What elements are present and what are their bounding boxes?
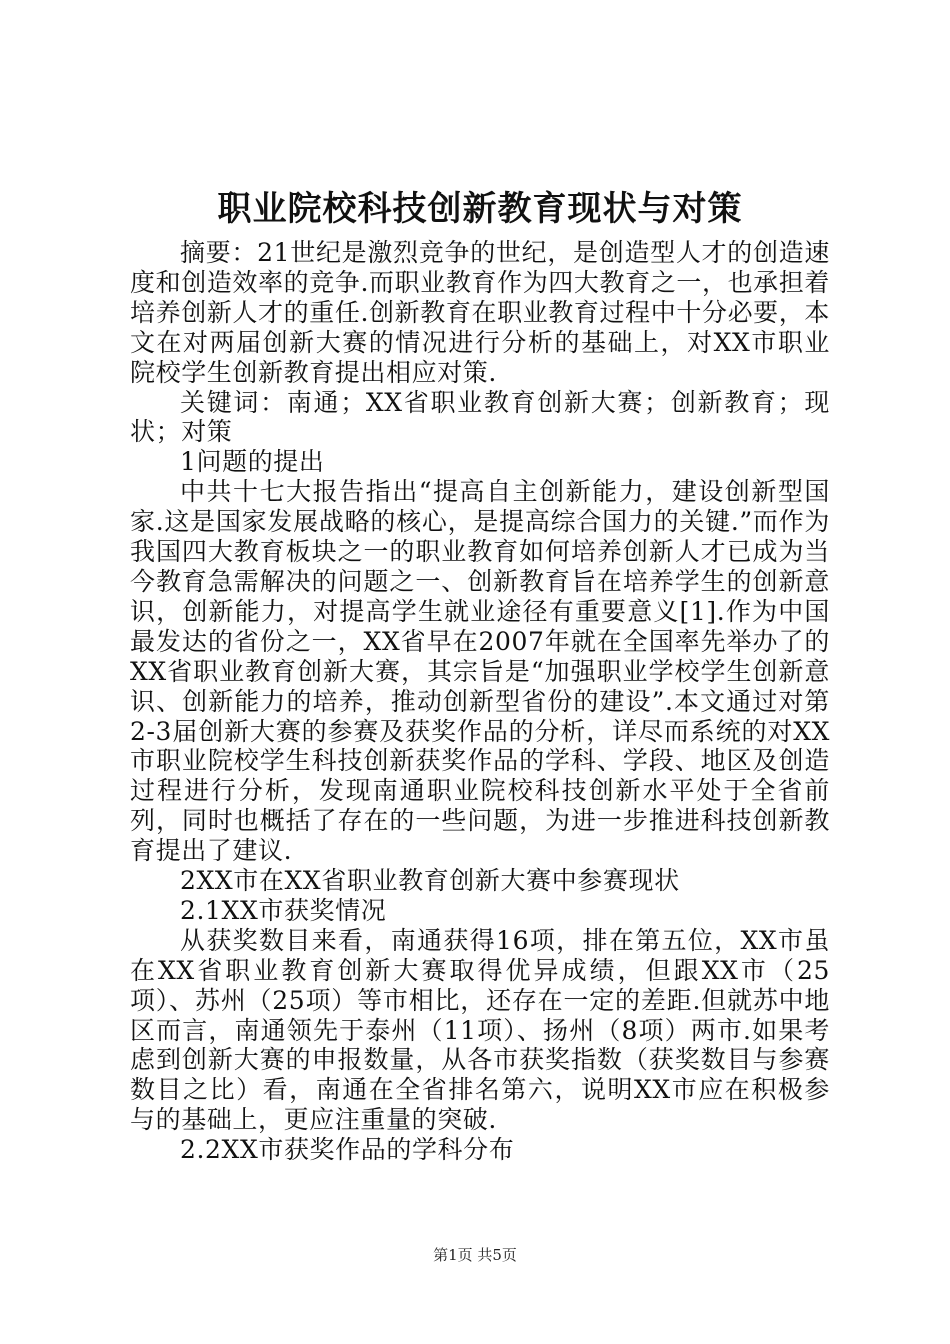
section-2-2-heading: 2.2XX市获奖作品的学科分布 [180, 1135, 515, 1165]
abstract-paragraph: 摘要：21世纪是激烈竞争的世纪，是创造型人才的创造速度和创造效率的竞争.而职业教育作为四大教育之一，也承担着培养创新人才的重任.创新教育在职业教育过程中十分必要，本文在对两届创新大赛的情况进行分析的基础上，对XX市职业院校学生创新教育提出相应对策. [130, 238, 830, 387]
document-title: 职业院校科技创新教育现状与对策 [217, 189, 743, 229]
section-1-heading: 1问题的提出 [180, 447, 325, 477]
page-footer: 第1页 共5页 [433, 1246, 517, 1264]
section-1-body: 中共十七大报告指出“提高自主创新能力，建设创新型国家.这是国家发展战略的核心，是提高综合国力的关键.”而作为我国四大教育板块之一的职业教育如何培养创新人才已成为当今教育急需解决的问题之一、创新教育旨在培养学生的创新意识，创新能力，对提高学生就业途径有重要意义[1].作为中国最发达的省份之一，XX省早在2007年就在全国率先举办了的XX省职业教育创新大赛，其宗旨是“加强职业学校学生创新意识、创新能力的培养，推动创新型省份的建设”.本文通过对第2-3届创新大赛的参赛及获奖作品的分析，详尽而系统的对XX市职业院校学生科技创新获奖作品的学科、学段、地区及创造过程进行分析，发现南通职业院校科技创新水平处于全省前列，同时也概括了存在的一些问题，为进一步推进科技创新教育提出了建议. [130, 477, 830, 866]
document-page [130, 184, 830, 1165]
section-2-1-body: 从获奖数目来看，南通获得16项，排在第五位，XX市虽在XX省职业教育创新大赛取得优异成绩，但跟XX市（25项）、苏州（25项）等市相比，还存在一定的差距.但就苏中地区而言，南通领先于泰州（11项）、扬州（8项）两市.如果考虑到创新大赛的申报数量，从各市获奖指数（获奖数目与参赛数目之比）看，南通在全省排名第六，说明XX市应在积极参与的基础上，更应注重量的突破. [130, 925, 830, 1135]
keywords-paragraph: 关键词：南通；XX省职业教育创新大赛；创新教育；现状；对策 [130, 387, 830, 447]
section-2-heading: 2XX市在XX省职业教育创新大赛中参赛现状 [180, 866, 680, 896]
section-2-1-heading: 2.1XX市获奖情况 [180, 895, 387, 925]
